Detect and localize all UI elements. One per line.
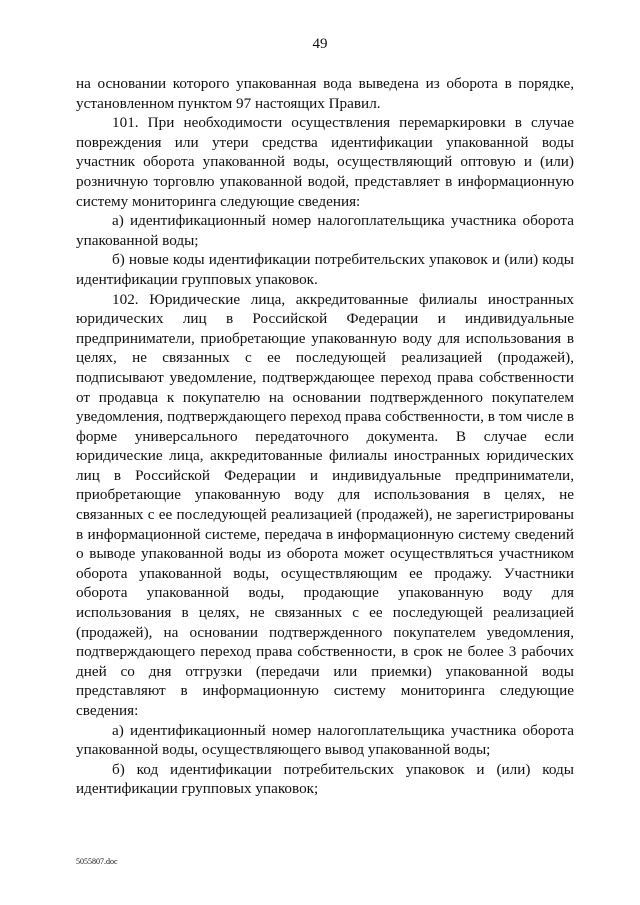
document-body [76, 74, 574, 799]
page-number: 49 [312, 36, 328, 52]
paragraph-102-item-b: б) код идентификации потребительских упаковок и (или) коды идентификации групповых упаковок; [76, 760, 574, 798]
paragraph-101-item-b: б) новые коды идентификации потребительских упаковок и (или) коды идентификации групповых упаковок. [76, 251, 574, 288]
paragraph-101-item-a: а) идентификационный номер налогоплательщика участника оборота упакованной воды; [76, 212, 574, 249]
paragraph-101: 101. При необходимости осуществления перемаркировки в случае повреждения или утери средства идентификации упакованной воды участник оборота упакованной воды, осуществляющий оптовую и (или) розничную торговлю упакованной водой, представляет в информационную систему мониторинга следующие сведения: [76, 114, 574, 210]
paragraph-continuation: на основании которого упакованная вода выведена из оборота в порядке, установленном пунктом 97 настоящих Правил. [76, 75, 574, 112]
paragraph-102: 102. Юридические лица, аккредитованные филиалы иностранных юридических лиц в Российской Федерации и индивидуальные предприниматели, приобретающие упакованную воду для использования в целях, не связанных с ее последующей реализацией (продажей), подписывают уведомление, подтверждающее переход права собственности от продавца к покупателю на основании подтвержденного покупателем уведомления, подтверждающего переход права собственности, в том числе в форме универсального передаточного документа. В случае если юридические лица, аккредитованные филиалы иностранных юридических лиц в Российской Федерации и индивидуальные предприниматели, приобретающие упакованную воду для использования в целях, не связанных с ее последующей реализацией (продажей), не зарегистрированы в информационной системе, передача в информационную систему сведений о выводе упакованной воды из оборота может осуществляться участником оборота упакованной воды, осуществляющим ее продажу. Участники оборота упакованной воды, продающие упакованную воду для использования в целях, не связанных с ее последующей реализацией (продажей), на основании подтвержденного покупателем уведомления, подтверждающего переход права собственности, в срок не более 3 рабочих дней со дня отгрузки (передачи или приемки) упакованной воды представляют в информационную систему мониторинга следующие сведения: [76, 290, 574, 719]
footer-filename: 5055807.doc [76, 857, 118, 866]
paragraph-102-item-a: а) идентификационный номер налогоплательщика участника оборота упакованной воды, осуществляющего вывод упакованной воды; [76, 721, 574, 759]
